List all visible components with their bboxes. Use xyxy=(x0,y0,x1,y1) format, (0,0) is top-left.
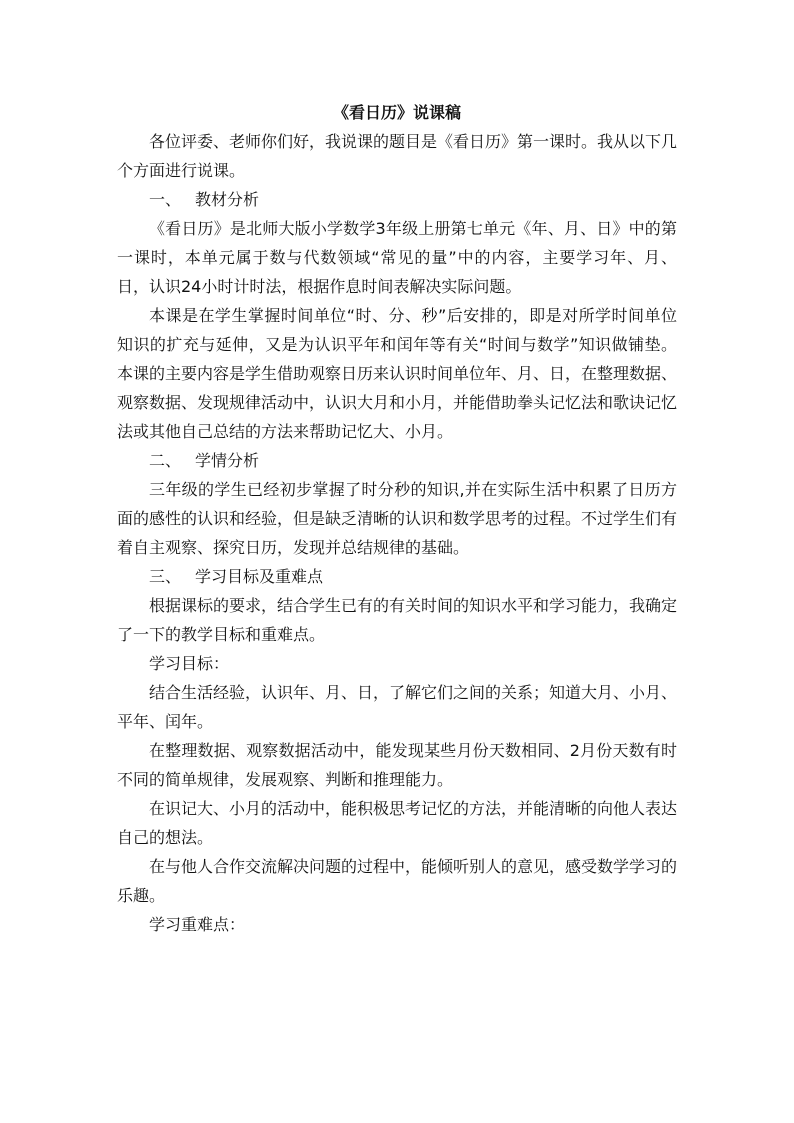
section-number-3: 三、 xyxy=(149,567,182,586)
paragraph: 根据课标的要求，结合学生已有的有关时间的知识水平和学习能力，我确定了一下的教学目标和重难点。 xyxy=(117,596,678,644)
key-points-label: 学习重难点： xyxy=(149,915,246,934)
section-heading-3 xyxy=(117,562,677,591)
section-title-3: 学习目标及重难点 xyxy=(195,567,324,586)
document-body xyxy=(117,98,677,939)
section-title-2: 学情分析 xyxy=(195,451,260,470)
section-number-2: 二、 xyxy=(149,451,182,470)
goal-item: 在整理数据、观察数据活动中，能发现某些月份天数相同、2月份天数有时不同的简单规律，发展观察、判断和推理能力。 xyxy=(117,741,677,789)
intro-paragraph: 各位评委、老师你们好，我说课的题目是《看日历》第一课时。我从以下几个方面进行说课。 xyxy=(117,132,678,180)
paragraph: 本课是在学生掌握时间单位“时、分、秒”后安排的，即是对所学时间单位知识的扩充与延伸，又是为认识平年和闰年等有关“时间与数学”知识做铺垫。本课的主要内容是学生借助观察日历来认识时间单位年、月、日，在整理数据、观察数据、发现规律活动中，认识大月和小月，并能借助拳头记忆法和歌诀记忆法或其他自己总结的方法来帮助记忆大、小月。 xyxy=(117,306,678,441)
goal-item: 在与他人合作交流解决问题的过程中，能倾听别人的意见，感受数学学习的乐趣。 xyxy=(117,857,678,905)
section-heading-1 xyxy=(117,185,677,214)
document-title: 《看日历》说课稿 xyxy=(332,103,461,122)
paragraph: 三年级的学生已经初步掌握了时分秒的知识,并在实际生活中积累了日历方面的感性的认识和经验，但是缺乏清晰的认识和数学思考的过程。不过学生们有着自主观察、探究日历，发现并总结规律的基础。 xyxy=(117,480,678,557)
goal-item: 结合生活经验，认识年、月、日，了解它们之间的关系；知道大月、小月、平年、闰年。 xyxy=(117,683,678,731)
paragraph: 《看日历》是北师大版小学数学3年级上册第七单元《年、月、日》中的第一课时，本单元属于数与代数领域“常见的量”中的内容，主要学习年、月、日，认识24小时计时法，根据作息时间表解决实际问题。 xyxy=(117,219,677,296)
section-heading-2 xyxy=(117,446,677,475)
section-title-1: 教材分析 xyxy=(195,190,260,209)
goal-item: 在识记大、小月的活动中，能积极思考记忆的方法，并能清晰的向他人表达自己的想法。 xyxy=(117,799,678,847)
section-number-1: 一、 xyxy=(149,190,182,209)
goals-label: 学习目标： xyxy=(149,654,230,673)
